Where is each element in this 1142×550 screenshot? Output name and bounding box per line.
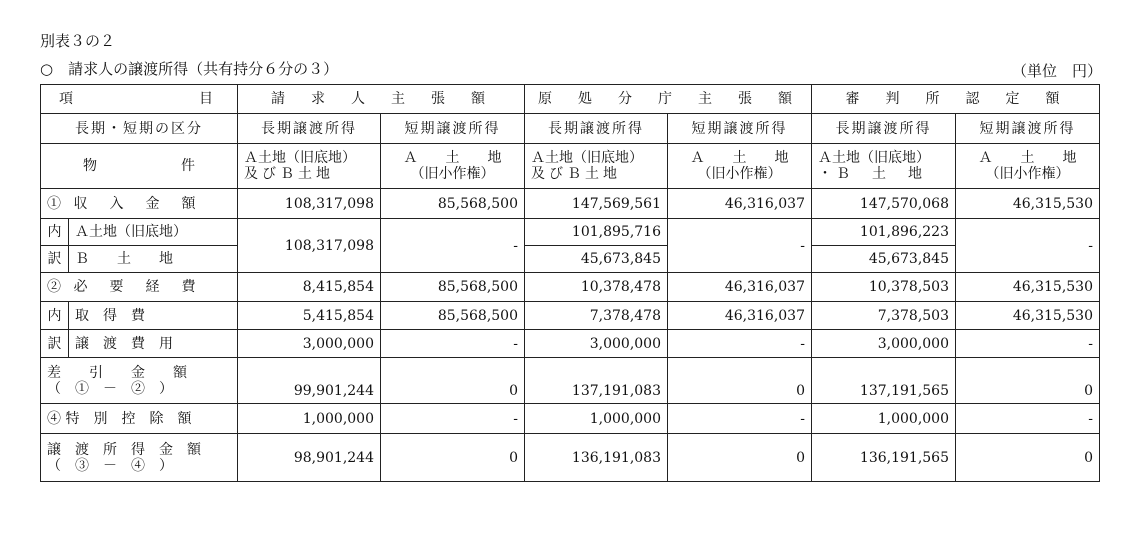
value-cell: 1,000,000 <box>525 404 668 434</box>
value-cell: 0 <box>381 434 525 482</box>
bukken-row <box>41 144 1100 189</box>
value-cell: 46,316,037 <box>668 302 812 330</box>
value-cell: 108,317,098 <box>238 219 381 273</box>
label-line: （ ① － ② ） <box>47 380 173 397</box>
transfer-income-table <box>40 84 1100 482</box>
bukken-trib-long <box>812 144 956 189</box>
value-cell: 136,191,083 <box>525 434 668 482</box>
value-cell: 8,415,854 <box>238 273 381 302</box>
value-cell: 3,000,000 <box>238 330 381 358</box>
breakdown-uchi: 内 <box>41 302 69 330</box>
bukken-claim-short <box>381 144 525 189</box>
value-cell: - <box>668 219 812 273</box>
label-line: 差 引 金 額 <box>47 364 187 381</box>
bukken-claim-long <box>238 144 381 189</box>
value-cell: 108,317,098 <box>238 189 381 219</box>
value-cell: 1,000,000 <box>812 404 956 434</box>
value-cell: 101,896,223 <box>812 219 956 246</box>
value-cell: 85,568,500 <box>381 273 525 302</box>
header-claimant: 請 求 人 主 張 額 <box>238 85 525 114</box>
row-expenses <box>41 273 1100 302</box>
claim-long: 長期譲渡所得 <box>238 114 381 144</box>
value-cell: 147,569,561 <box>525 189 668 219</box>
value-cell: 85,568,500 <box>381 302 525 330</box>
claim-short: 短期譲渡所得 <box>381 114 525 144</box>
breakdown-wake: 訳 <box>41 246 69 273</box>
row-label: ② 必 要 経 費 <box>41 273 238 302</box>
value-cell: 85,568,500 <box>381 189 525 219</box>
value-cell: - <box>381 404 525 434</box>
value-cell: - <box>956 330 1100 358</box>
header-item: 項 目 <box>41 85 238 114</box>
value-cell: 99,901,244 <box>238 358 381 404</box>
bukken-trib-short <box>956 144 1100 189</box>
value-cell: 7,378,478 <box>525 302 668 330</box>
row-label: ① 収 入 金 額 <box>41 189 238 219</box>
row-acquisition <box>41 302 1100 330</box>
value-cell: 3,000,000 <box>525 330 668 358</box>
row-difference <box>41 358 1100 404</box>
row-label: 取 得 費 <box>69 302 238 330</box>
trib-short: 短期譲渡所得 <box>956 114 1100 144</box>
bukken-line: （旧小作権） <box>410 166 495 182</box>
value-cell: 46,315,530 <box>956 189 1100 219</box>
row-income-a <box>41 219 1100 246</box>
bukken-line: 及びＢ土地 <box>531 166 621 182</box>
bukken-office-short <box>668 144 812 189</box>
trib-long: 長期譲渡所得 <box>812 114 956 144</box>
value-cell: 45,673,845 <box>525 246 668 273</box>
value-cell: 136,191,565 <box>812 434 956 482</box>
bukken-line: Ａ 土 地 <box>403 150 502 166</box>
value-cell: 98,901,244 <box>238 434 381 482</box>
value-cell: - <box>956 404 1100 434</box>
value-cell: 45,673,845 <box>812 246 956 273</box>
bukken-line: Ａ 土 地 <box>690 150 789 166</box>
breakdown-wake: 訳 <box>41 330 69 358</box>
header-row <box>41 85 1100 114</box>
row-label: Ｂ 土 地 <box>69 246 238 273</box>
value-cell: 46,316,037 <box>668 273 812 302</box>
header-tribunal: 審 判 所 認 定 額 <box>812 85 1100 114</box>
appendix-title: 別表３の２ <box>40 32 116 50</box>
value-cell: 1,000,000 <box>238 404 381 434</box>
value-cell: - <box>668 404 812 434</box>
row-label <box>41 434 238 482</box>
value-cell: 0 <box>381 358 525 404</box>
bukken-office-long <box>525 144 668 189</box>
office-long: 長期譲渡所得 <box>525 114 668 144</box>
row-transfer-cost <box>41 330 1100 358</box>
bukken-line: （旧小作権） <box>697 166 782 182</box>
bukken-line: Ａ土地（旧底地） <box>531 150 643 166</box>
bukken-line: Ａ 土 地 <box>978 150 1077 166</box>
row-income-b <box>41 246 1100 273</box>
value-cell: 0 <box>956 434 1100 482</box>
value-cell: 0 <box>668 358 812 404</box>
value-cell: 5,415,854 <box>238 302 381 330</box>
bukken-line: Ａ土地（旧底地） <box>244 150 356 166</box>
row-label: Ａ土地（旧底地） <box>69 219 238 246</box>
value-cell: 0 <box>956 358 1100 404</box>
value-cell: 10,378,503 <box>812 273 956 302</box>
value-cell: 10,378,478 <box>525 273 668 302</box>
label-line: （ ③ － ④ ） <box>47 457 173 474</box>
value-cell: 147,570,068 <box>812 189 956 219</box>
value-cell: - <box>381 330 525 358</box>
kubun-row <box>41 114 1100 144</box>
value-cell: 7,378,503 <box>812 302 956 330</box>
value-cell: 101,895,716 <box>525 219 668 246</box>
breakdown-uchi: 内 <box>41 219 69 246</box>
table-caption: ○ 請求人の譲渡所得（共有持分６分の３） <box>40 60 339 78</box>
kubun-label: 長期・短期の区分 <box>41 114 238 144</box>
row-label: 譲 渡 費 用 <box>69 330 238 358</box>
row-transfer-income <box>41 434 1100 482</box>
header-tax-office: 原 処 分 庁 主 張 額 <box>525 85 812 114</box>
bukken-label: 物 件 <box>41 144 238 189</box>
row-label: ④ 特 別 控 除 額 <box>41 404 238 434</box>
bukken-line: ・Ｂ 土 地 <box>818 166 926 182</box>
value-cell: 0 <box>668 434 812 482</box>
label-line: 譲 渡 所 得 金 額 <box>47 441 201 458</box>
value-cell: 46,316,037 <box>668 189 812 219</box>
office-short: 短期譲渡所得 <box>668 114 812 144</box>
value-cell: 3,000,000 <box>812 330 956 358</box>
bukken-line: （旧小作権） <box>985 166 1070 182</box>
bukken-line: Ａ土地（旧底地） <box>818 150 930 166</box>
value-cell: - <box>668 330 812 358</box>
row-income <box>41 189 1100 219</box>
row-special-deduction <box>41 404 1100 434</box>
value-cell: 46,315,530 <box>956 302 1100 330</box>
row-label <box>41 358 238 404</box>
bukken-line: 及びＢ土地 <box>244 166 334 182</box>
value-cell: 137,191,083 <box>525 358 668 404</box>
value-cell: - <box>956 219 1100 273</box>
value-cell: 46,315,530 <box>956 273 1100 302</box>
value-cell: - <box>381 219 525 273</box>
unit-label: （単位 円） <box>1011 62 1102 80</box>
value-cell: 137,191,565 <box>812 358 956 404</box>
